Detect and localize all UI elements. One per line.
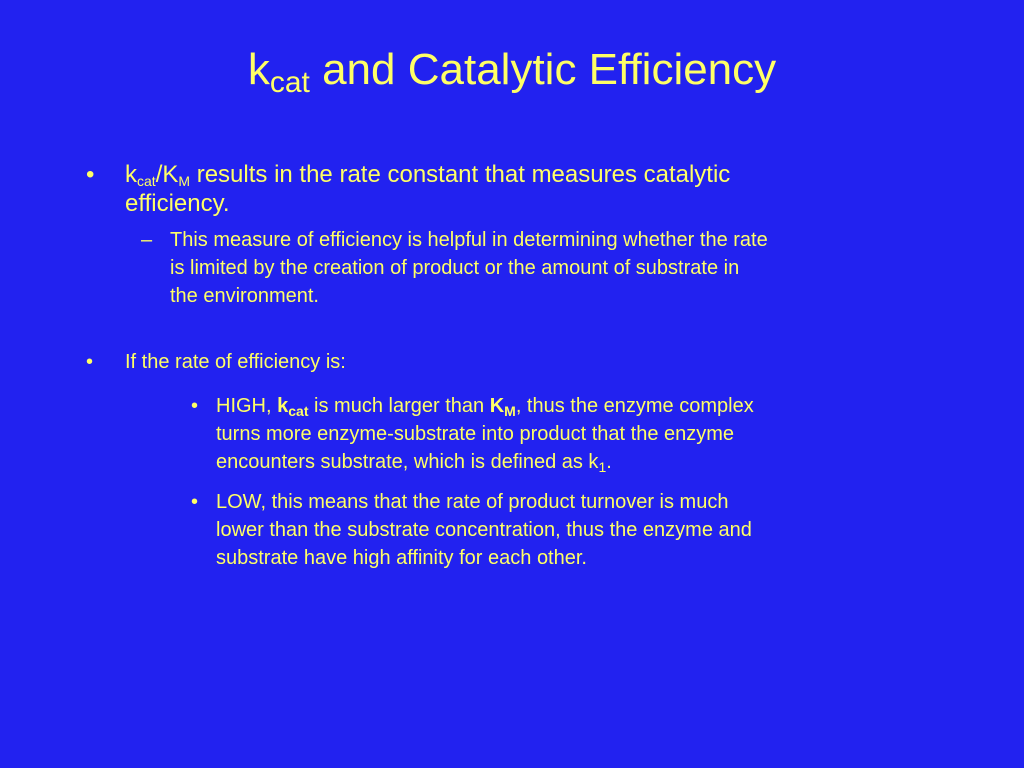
- high-line-3-prefix: encounters substrate, which is defined as k: [216, 451, 599, 473]
- high-period: .: [606, 451, 612, 473]
- title-cat-subscript: cat: [269, 66, 310, 99]
- sub-bullet-low-text: [216, 488, 996, 572]
- kcat-k: k: [125, 161, 137, 188]
- sub-bullet-high-line-3: [216, 448, 996, 476]
- sub-bullet-1-line-3: the environment.: [170, 285, 319, 307]
- sub-bullet-1-marker: –: [141, 229, 153, 251]
- title-text: and Catalytic Efficiency: [309, 45, 777, 94]
- sub-bullet-1-line-2: is limited by the creation of product or the amount of substrate in: [170, 257, 740, 279]
- sub-bullet-1-line-1: This measure of efficiency is helpful in determining whether the rate: [170, 229, 768, 251]
- sub-bullet-high-line-2: turns more enzyme-substrate into product that the enzyme: [216, 423, 735, 445]
- km-k: /K: [155, 161, 179, 188]
- high-prefix: HIGH,: [216, 395, 278, 417]
- sub-bullet-low-line-3: substrate have high affinity for each other.: [216, 547, 587, 569]
- bullet-1-text: [125, 160, 925, 218]
- sub-bullet-low-marker: •: [191, 491, 199, 513]
- bullet-1-marker: •: [86, 161, 95, 188]
- kcat-subscript: cat: [137, 173, 156, 189]
- km-subscript: M: [178, 173, 191, 189]
- high-km-k: K: [489, 395, 505, 417]
- bullet-1-line-1-rest: results in the rate constant that measures catalytic: [190, 161, 731, 188]
- high-kcat-subscript: cat: [288, 403, 309, 419]
- bullet-1-line-2: efficiency.: [125, 190, 230, 217]
- high-rest: , thus the enzyme complex: [515, 395, 754, 417]
- bullet-2-text: If the rate of efficiency is:: [125, 351, 346, 373]
- bullet-2-marker: •: [86, 351, 94, 373]
- sub-bullet-low-line-1: LOW, this means that the rate of product turnover is much: [216, 491, 729, 513]
- sub-bullet-high-text: [216, 392, 996, 476]
- high-km-subscript: M: [504, 403, 516, 419]
- title-k: k: [247, 45, 270, 94]
- sub-bullet-high-line-1: [216, 392, 996, 420]
- sub-bullet-1-text: [170, 226, 970, 310]
- high-kcat-k: k: [277, 395, 289, 417]
- bullet-1-line-1: [125, 160, 925, 189]
- sub-bullet-high-marker: •: [191, 395, 199, 417]
- k1-subscript: 1: [598, 459, 607, 475]
- sub-bullet-low-line-2: lower than the substrate concentration, thus the enzyme and: [216, 519, 752, 541]
- high-mid: is much larger than: [308, 395, 490, 417]
